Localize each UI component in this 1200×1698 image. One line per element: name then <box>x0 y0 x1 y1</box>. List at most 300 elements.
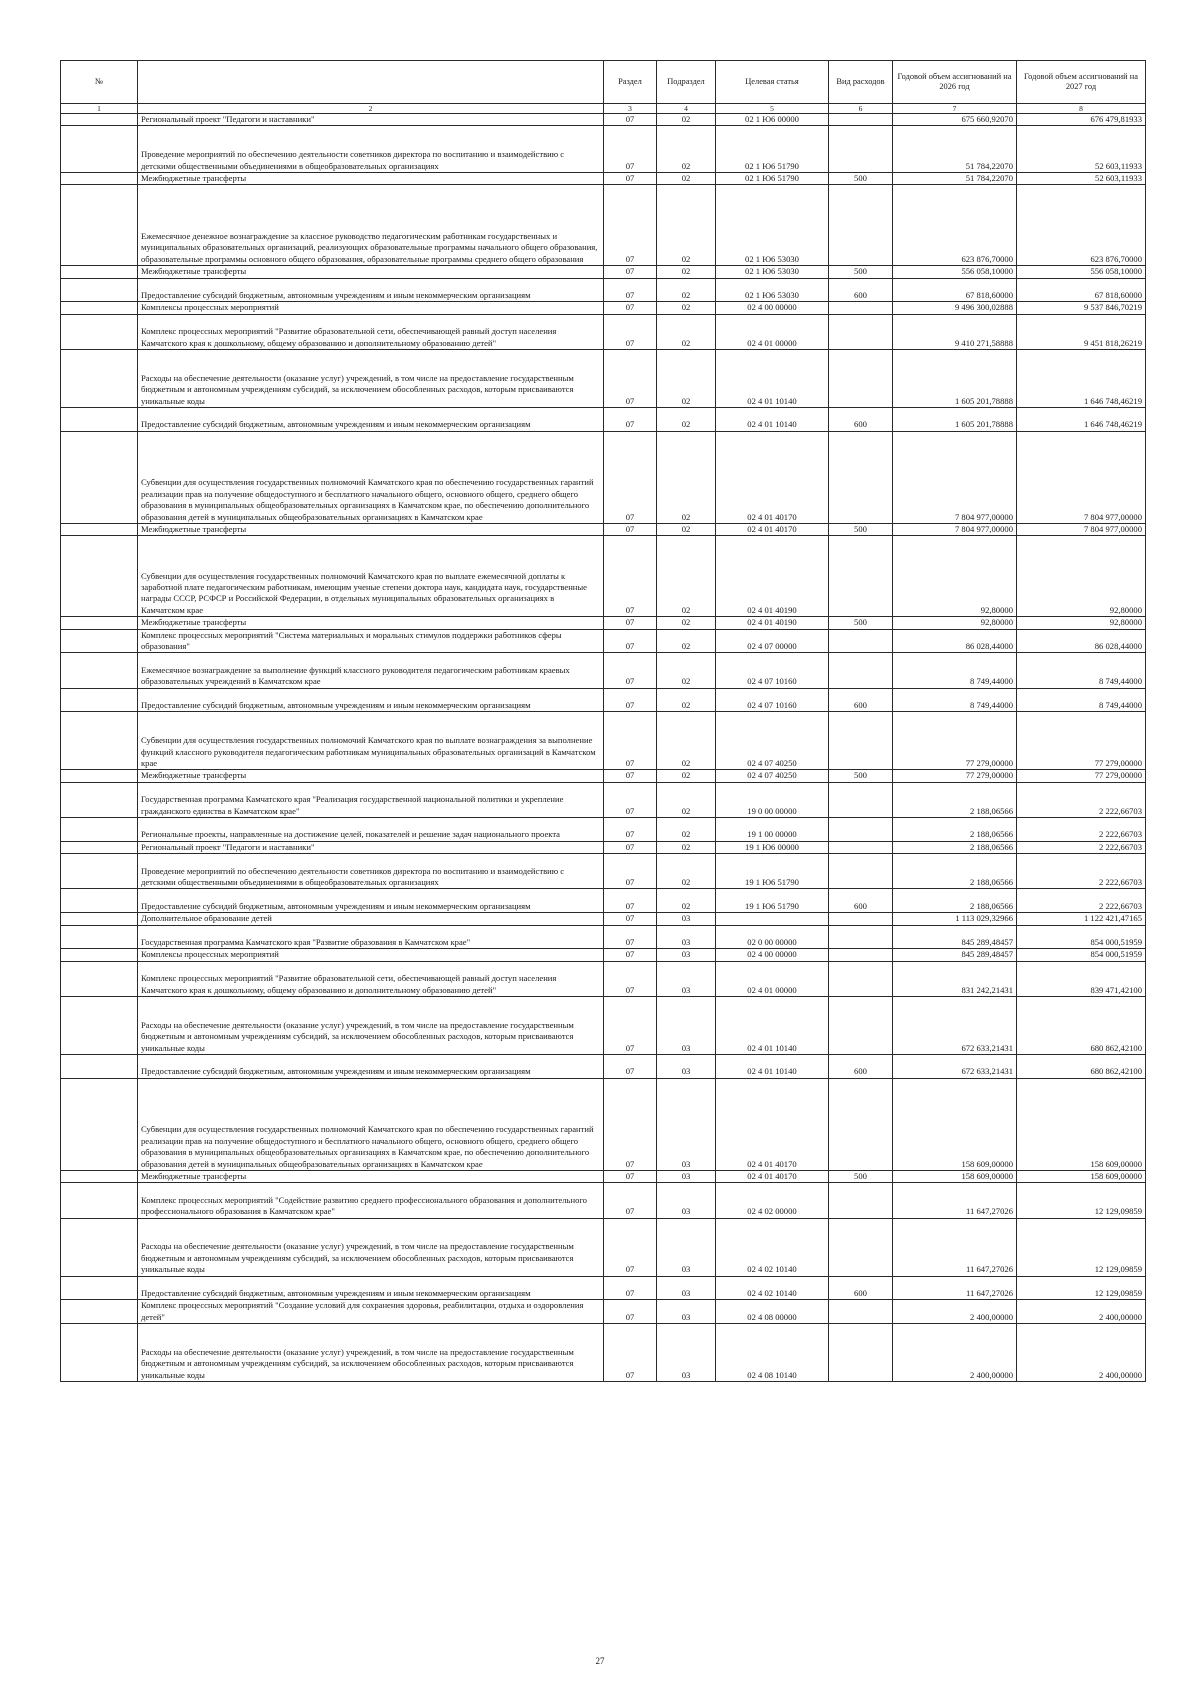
row-section: 07 <box>604 185 657 266</box>
row-amount-2026: 845 289,48457 <box>893 925 1017 949</box>
row-expense-type: 600 <box>829 278 893 302</box>
header-target: Целевая статья <box>716 61 829 104</box>
row-subsection: 02 <box>657 408 716 432</box>
row-number <box>61 854 138 889</box>
row-name: Государственная программа Камчатского края "Реализация государственной национальной политики и укрепление гражданского единства в Камчатском крае" <box>138 782 604 817</box>
row-target <box>716 913 829 925</box>
row-number <box>61 266 138 278</box>
row-section: 07 <box>604 278 657 302</box>
budget-page <box>60 60 1145 1382</box>
table-row <box>61 126 1146 173</box>
row-amount-2027: 86 028,44000 <box>1017 629 1146 653</box>
row-target: 02 4 07 40250 <box>716 712 829 770</box>
row-target: 02 4 01 40170 <box>716 431 829 523</box>
row-name: Комплекс процессных мероприятий "Система материальных и моральных стимулов поддержки работников сферы образования" <box>138 629 604 653</box>
row-expense-type: 500 <box>829 1170 893 1182</box>
row-subsection: 03 <box>657 1078 716 1170</box>
row-number <box>61 278 138 302</box>
row-expense-type <box>829 841 893 853</box>
row-amount-2027: 12 129,09859 <box>1017 1183 1146 1218</box>
row-target: 02 1 Ю6 53030 <box>716 266 829 278</box>
row-section: 07 <box>604 841 657 853</box>
row-amount-2026: 158 609,00000 <box>893 1078 1017 1170</box>
header-2026: Годовой объем ассигнований на 2026 год <box>893 61 1017 104</box>
row-number <box>61 431 138 523</box>
row-amount-2027: 680 862,42100 <box>1017 996 1146 1054</box>
row-section: 07 <box>604 1078 657 1170</box>
row-amount-2026: 86 028,44000 <box>893 629 1017 653</box>
column-index: 7 <box>893 104 1017 114</box>
row-section: 07 <box>604 302 657 314</box>
row-subsection: 02 <box>657 712 716 770</box>
row-amount-2026: 158 609,00000 <box>893 1170 1017 1182</box>
row-expense-type <box>829 302 893 314</box>
row-subsection: 03 <box>657 1170 716 1182</box>
row-expense-type <box>829 629 893 653</box>
row-name: Комплексы процессных мероприятий <box>138 302 604 314</box>
row-amount-2026: 7 804 977,00000 <box>893 431 1017 523</box>
row-target: 19 1 Ю6 51790 <box>716 854 829 889</box>
table-row <box>61 629 1146 653</box>
row-amount-2027: 839 471,42100 <box>1017 961 1146 996</box>
row-amount-2026: 11 647,27026 <box>893 1276 1017 1300</box>
row-amount-2027: 92,80000 <box>1017 536 1146 617</box>
row-section: 07 <box>604 523 657 535</box>
row-amount-2027: 7 804 977,00000 <box>1017 523 1146 535</box>
row-number <box>61 712 138 770</box>
row-section: 07 <box>604 770 657 782</box>
row-section: 07 <box>604 266 657 278</box>
row-number <box>61 782 138 817</box>
table-row <box>61 314 1146 349</box>
table-row <box>61 782 1146 817</box>
row-expense-type <box>829 126 893 173</box>
column-index: 6 <box>829 104 893 114</box>
row-name: Расходы на обеспечение деятельности (оказание услуг) учреждений, в том числе на предоставление государственным бюджетным и автономным учреждениям субсидий, за исключением обособленных расходов, которым присваиваются уникальные коды <box>138 350 604 408</box>
row-subsection: 02 <box>657 126 716 173</box>
row-amount-2027: 77 279,00000 <box>1017 712 1146 770</box>
row-amount-2027: 2 400,00000 <box>1017 1300 1146 1324</box>
row-target: 02 4 01 10140 <box>716 408 829 432</box>
row-amount-2026: 2 188,06566 <box>893 854 1017 889</box>
table-row <box>61 949 1146 961</box>
row-amount-2026: 77 279,00000 <box>893 712 1017 770</box>
row-amount-2027: 92,80000 <box>1017 617 1146 629</box>
row-target: 02 4 07 10160 <box>716 688 829 712</box>
row-section: 07 <box>604 1183 657 1218</box>
row-amount-2026: 2 400,00000 <box>893 1324 1017 1382</box>
header-2027: Годовой объем ассигнований на 2027 год <box>1017 61 1146 104</box>
row-subsection: 02 <box>657 653 716 688</box>
row-target: 02 0 00 00000 <box>716 925 829 949</box>
row-section: 07 <box>604 431 657 523</box>
table-row <box>61 817 1146 841</box>
row-target: 02 4 02 00000 <box>716 1183 829 1218</box>
row-subsection: 02 <box>657 173 716 185</box>
page-number: 27 <box>595 1656 605 1666</box>
table-row <box>61 1170 1146 1182</box>
row-subsection: 02 <box>657 770 716 782</box>
table-body <box>61 114 1146 1382</box>
row-number <box>61 770 138 782</box>
row-name: Субвенции для осуществления государственных полномочий Камчатского края по выплате вознаграждения за выполнение функций классного руководителя педагогическим работникам муниципальных образовательных организаций в Камчатском крае <box>138 712 604 770</box>
row-amount-2026: 623 876,70000 <box>893 185 1017 266</box>
row-amount-2027: 9 451 818,26219 <box>1017 314 1146 349</box>
row-name: Региональные проекты, направленные на достижение целей, показателей и решение задач национального проекта <box>138 817 604 841</box>
row-expense-type: 600 <box>829 688 893 712</box>
row-number <box>61 1078 138 1170</box>
row-number <box>61 408 138 432</box>
column-index: 8 <box>1017 104 1146 114</box>
row-amount-2027: 2 222,66703 <box>1017 854 1146 889</box>
row-expense-type <box>829 961 893 996</box>
row-section: 07 <box>604 1300 657 1324</box>
row-amount-2026: 92,80000 <box>893 617 1017 629</box>
row-subsection: 03 <box>657 961 716 996</box>
row-target: 02 4 01 10140 <box>716 350 829 408</box>
row-subsection: 02 <box>657 114 716 126</box>
table-row <box>61 536 1146 617</box>
row-target: 02 4 01 40170 <box>716 523 829 535</box>
row-amount-2027: 676 479,81933 <box>1017 114 1146 126</box>
row-number <box>61 523 138 535</box>
row-subsection: 03 <box>657 1324 716 1382</box>
row-expense-type <box>829 536 893 617</box>
row-name: Комплекс процессных мероприятий "Развитие образовательной сети, обеспечивающей равный доступ населения Камчатского края к дошкольному, общему образованию и дополнительному образованию детей" <box>138 314 604 349</box>
row-amount-2026: 51 784,22070 <box>893 173 1017 185</box>
row-amount-2027: 1 646 748,46219 <box>1017 408 1146 432</box>
row-expense-type: 500 <box>829 770 893 782</box>
row-number <box>61 688 138 712</box>
row-target: 02 4 08 00000 <box>716 1300 829 1324</box>
row-number <box>61 302 138 314</box>
row-amount-2026: 675 660,92070 <box>893 114 1017 126</box>
table-row <box>61 278 1146 302</box>
row-expense-type <box>829 350 893 408</box>
row-target: 02 1 Ю6 51790 <box>716 126 829 173</box>
table-row <box>61 1183 1146 1218</box>
row-section: 07 <box>604 350 657 408</box>
header-subsection: Подраздел <box>657 61 716 104</box>
row-amount-2027: 2 400,00000 <box>1017 1324 1146 1382</box>
row-amount-2026: 11 647,27026 <box>893 1183 1017 1218</box>
row-number <box>61 536 138 617</box>
row-section: 07 <box>604 536 657 617</box>
row-name: Проведение мероприятий по обеспечению деятельности советников директора по воспитанию и взаимодействию с детскими общественными объединениями в общеобразовательных организациях <box>138 854 604 889</box>
row-subsection: 03 <box>657 949 716 961</box>
table-row <box>61 185 1146 266</box>
row-expense-type <box>829 782 893 817</box>
row-amount-2026: 51 784,22070 <box>893 126 1017 173</box>
row-name: Межбюджетные трансферты <box>138 523 604 535</box>
row-section: 07 <box>604 617 657 629</box>
table-row <box>61 431 1146 523</box>
row-amount-2027: 680 862,42100 <box>1017 1054 1146 1078</box>
row-number <box>61 173 138 185</box>
table-row <box>61 302 1146 314</box>
row-number <box>61 889 138 913</box>
row-subsection: 02 <box>657 817 716 841</box>
row-amount-2026: 2 188,06566 <box>893 817 1017 841</box>
row-amount-2027: 1 646 748,46219 <box>1017 350 1146 408</box>
row-expense-type <box>829 913 893 925</box>
row-subsection: 03 <box>657 1183 716 1218</box>
row-amount-2027: 2 222,66703 <box>1017 889 1146 913</box>
column-index: 1 <box>61 104 138 114</box>
row-number <box>61 1054 138 1078</box>
row-expense-type <box>829 996 893 1054</box>
table-row <box>61 925 1146 949</box>
row-subsection: 02 <box>657 688 716 712</box>
row-subsection: 03 <box>657 925 716 949</box>
row-amount-2026: 1 113 029,32966 <box>893 913 1017 925</box>
row-target: 02 1 Ю6 53030 <box>716 278 829 302</box>
row-expense-type <box>829 1078 893 1170</box>
row-subsection: 03 <box>657 1300 716 1324</box>
row-amount-2027: 9 537 846,70219 <box>1017 302 1146 314</box>
row-amount-2027: 854 000,51959 <box>1017 925 1146 949</box>
table-row <box>61 854 1146 889</box>
row-amount-2026: 67 818,60000 <box>893 278 1017 302</box>
row-amount-2026: 11 647,27026 <box>893 1218 1017 1276</box>
row-target: 19 1 Ю6 51790 <box>716 889 829 913</box>
table-row <box>61 408 1146 432</box>
row-amount-2027: 77 279,00000 <box>1017 770 1146 782</box>
row-target: 02 4 01 00000 <box>716 314 829 349</box>
row-target: 02 4 08 10140 <box>716 1324 829 1382</box>
row-section: 07 <box>604 961 657 996</box>
row-number <box>61 961 138 996</box>
table-row <box>61 913 1146 925</box>
row-expense-type: 500 <box>829 523 893 535</box>
row-section: 07 <box>604 1218 657 1276</box>
row-subsection: 03 <box>657 996 716 1054</box>
row-subsection: 02 <box>657 314 716 349</box>
header-expense-type: Вид расходов <box>829 61 893 104</box>
row-name: Предоставление субсидий бюджетным, автономным учреждениям и иным некоммерческим организациям <box>138 1054 604 1078</box>
row-subsection: 02 <box>657 889 716 913</box>
row-number <box>61 925 138 949</box>
row-section: 07 <box>604 1276 657 1300</box>
column-index: 2 <box>138 104 604 114</box>
header-num: № <box>61 61 138 104</box>
row-section: 07 <box>604 817 657 841</box>
column-index: 3 <box>604 104 657 114</box>
row-target: 19 0 00 00000 <box>716 782 829 817</box>
row-amount-2027: 52 603,11933 <box>1017 173 1146 185</box>
row-target: 02 4 01 40190 <box>716 536 829 617</box>
row-subsection: 02 <box>657 266 716 278</box>
row-amount-2026: 556 058,10000 <box>893 266 1017 278</box>
row-expense-type: 600 <box>829 408 893 432</box>
row-name: Расходы на обеспечение деятельности (оказание услуг) учреждений, в том числе на предоставление государственным бюджетным и автономным учреждениям субсидий, за исключением обособленных расходов, которым присваиваются уникальные коды <box>138 1218 604 1276</box>
row-subsection: 03 <box>657 1218 716 1276</box>
row-section: 07 <box>604 688 657 712</box>
row-expense-type <box>829 1183 893 1218</box>
column-index: 5 <box>716 104 829 114</box>
row-name: Дополнительное образование детей <box>138 913 604 925</box>
row-name: Проведение мероприятий по обеспечению деятельности советников директора по воспитанию и взаимодействию с детскими общественными объединениями в общеобразовательных организациях <box>138 126 604 173</box>
row-target: 02 1 Ю6 51790 <box>716 173 829 185</box>
row-name: Субвенции для осуществления государственных полномочий Камчатского края по обеспечению государственных гарантий реализации прав на получение общедоступного и бесплатного начального общего, основного общего, среднего общего образования в муниципальных общеобразовательных организациях в Камчатском крае, по обеспечению дополнительного образования детей в муниципальных общеобразовательных организациях в Камчатском крае <box>138 1078 604 1170</box>
row-section: 07 <box>604 996 657 1054</box>
row-number <box>61 114 138 126</box>
row-expense-type <box>829 817 893 841</box>
row-name: Межбюджетные трансферты <box>138 617 604 629</box>
row-name: Ежемесячное денежное вознаграждение за классное руководство педагогическим работникам государственных и муниципальных образовательных организаций, реализующих образовательные программы начального общего образования, образовательные программы основного общего образования, образовательные программы среднего общего образования <box>138 185 604 266</box>
table-row <box>61 173 1146 185</box>
row-expense-type: 500 <box>829 173 893 185</box>
row-section: 07 <box>604 1054 657 1078</box>
row-section: 07 <box>604 408 657 432</box>
row-amount-2027: 2 222,66703 <box>1017 817 1146 841</box>
table-row <box>61 712 1146 770</box>
row-expense-type: 500 <box>829 266 893 278</box>
row-expense-type <box>829 1300 893 1324</box>
table-row <box>61 1054 1146 1078</box>
row-subsection: 03 <box>657 1054 716 1078</box>
row-expense-type <box>829 314 893 349</box>
row-expense-type <box>829 185 893 266</box>
row-expense-type: 600 <box>829 1054 893 1078</box>
row-name: Региональный проект "Педагоги и наставники" <box>138 841 604 853</box>
row-amount-2026: 672 633,21431 <box>893 1054 1017 1078</box>
row-expense-type <box>829 949 893 961</box>
row-number <box>61 1170 138 1182</box>
row-amount-2027: 12 129,09859 <box>1017 1218 1146 1276</box>
row-amount-2027: 854 000,51959 <box>1017 949 1146 961</box>
row-number <box>61 350 138 408</box>
row-subsection: 02 <box>657 617 716 629</box>
table-row <box>61 617 1146 629</box>
row-amount-2026: 1 605 201,78888 <box>893 350 1017 408</box>
table-row <box>61 961 1146 996</box>
row-amount-2026: 8 749,44000 <box>893 688 1017 712</box>
row-name: Предоставление субсидий бюджетным, автономным учреждениям и иным некоммерческим организациям <box>138 408 604 432</box>
row-target: 02 4 07 00000 <box>716 629 829 653</box>
row-section: 07 <box>604 949 657 961</box>
row-expense-type <box>829 1218 893 1276</box>
row-target: 02 1 Ю6 53030 <box>716 185 829 266</box>
row-name: Комплекс процессных мероприятий "Развитие образовательной сети, обеспечивающей равный доступ населения Камчатского края к дошкольному, общему образованию и дополнительному образованию детей" <box>138 961 604 996</box>
row-subsection: 02 <box>657 278 716 302</box>
row-amount-2026: 2 188,06566 <box>893 841 1017 853</box>
row-amount-2027: 1 122 421,47165 <box>1017 913 1146 925</box>
row-number <box>61 996 138 1054</box>
row-subsection: 02 <box>657 523 716 535</box>
row-target: 02 4 02 10140 <box>716 1218 829 1276</box>
row-amount-2026: 672 633,21431 <box>893 996 1017 1054</box>
row-amount-2027: 158 609,00000 <box>1017 1170 1146 1182</box>
row-section: 07 <box>604 854 657 889</box>
row-subsection: 02 <box>657 536 716 617</box>
row-amount-2027: 623 876,70000 <box>1017 185 1146 266</box>
row-subsection: 03 <box>657 913 716 925</box>
row-amount-2026: 845 289,48457 <box>893 949 1017 961</box>
row-amount-2026: 8 749,44000 <box>893 653 1017 688</box>
table-row <box>61 1276 1146 1300</box>
row-number <box>61 314 138 349</box>
row-amount-2026: 2 188,06566 <box>893 782 1017 817</box>
row-number <box>61 1300 138 1324</box>
row-amount-2027: 8 749,44000 <box>1017 688 1146 712</box>
row-amount-2027: 158 609,00000 <box>1017 1078 1146 1170</box>
row-target: 02 4 01 40190 <box>716 617 829 629</box>
row-subsection: 02 <box>657 350 716 408</box>
row-number <box>61 617 138 629</box>
row-name: Расходы на обеспечение деятельности (оказание услуг) учреждений, в том числе на предоставление государственным бюджетным и автономным учреждениям субсидий, за исключением обособленных расходов, которым присваиваются уникальные коды <box>138 1324 604 1382</box>
row-subsection: 02 <box>657 431 716 523</box>
row-target: 02 4 01 10140 <box>716 1054 829 1078</box>
row-name: Региональный проект "Педагоги и наставники" <box>138 114 604 126</box>
row-target: 02 4 00 00000 <box>716 302 829 314</box>
row-name: Межбюджетные трансферты <box>138 173 604 185</box>
row-number <box>61 949 138 961</box>
row-amount-2026: 2 400,00000 <box>893 1300 1017 1324</box>
table-row <box>61 996 1146 1054</box>
row-amount-2027: 556 058,10000 <box>1017 266 1146 278</box>
row-subsection: 02 <box>657 841 716 853</box>
row-number <box>61 126 138 173</box>
row-name: Комплекс процессных мероприятий "Создание условий для сохранения здоровья, реабилитации, отдыха и оздоровления детей" <box>138 1300 604 1324</box>
row-subsection: 02 <box>657 302 716 314</box>
table-row <box>61 1324 1146 1382</box>
row-section: 07 <box>604 314 657 349</box>
row-amount-2027: 2 222,66703 <box>1017 782 1146 817</box>
row-expense-type <box>829 653 893 688</box>
row-section: 07 <box>604 782 657 817</box>
row-target: 02 4 01 40170 <box>716 1078 829 1170</box>
row-number <box>61 653 138 688</box>
row-section: 07 <box>604 629 657 653</box>
row-number <box>61 1276 138 1300</box>
row-amount-2026: 7 804 977,00000 <box>893 523 1017 535</box>
header-name <box>138 61 604 104</box>
table-row <box>61 688 1146 712</box>
table-row <box>61 1300 1146 1324</box>
table-row <box>61 653 1146 688</box>
row-amount-2027: 67 818,60000 <box>1017 278 1146 302</box>
row-section: 07 <box>604 173 657 185</box>
row-section: 07 <box>604 114 657 126</box>
row-subsection: 02 <box>657 629 716 653</box>
table-row <box>61 841 1146 853</box>
row-number <box>61 185 138 266</box>
row-name: Предоставление субсидий бюджетным, автономным учреждениям и иным некоммерческим организациям <box>138 688 604 712</box>
row-target: 19 1 00 00000 <box>716 817 829 841</box>
row-amount-2026: 9 410 271,58888 <box>893 314 1017 349</box>
row-name: Предоставление субсидий бюджетным, автономным учреждениям и иным некоммерческим организациям <box>138 1276 604 1300</box>
row-amount-2027: 52 603,11933 <box>1017 126 1146 173</box>
row-amount-2027: 12 129,09859 <box>1017 1276 1146 1300</box>
table-row <box>61 770 1146 782</box>
row-amount-2027: 2 222,66703 <box>1017 841 1146 853</box>
row-target: 02 4 07 10160 <box>716 653 829 688</box>
row-expense-type <box>829 854 893 889</box>
table-header-row <box>61 61 1146 104</box>
row-amount-2027: 8 749,44000 <box>1017 653 1146 688</box>
row-expense-type <box>829 925 893 949</box>
table-row <box>61 266 1146 278</box>
row-expense-type <box>829 712 893 770</box>
row-name: Субвенции для осуществления государственных полномочий Камчатского края по выплате ежемесячной доплаты к заработной плате педагогическим работникам, имеющим ученые степени доктора наук, кандидата наук, государственные награды СССР, РСФСР и Российской Федерации, в отдельных муниципальных образовательных организациях в Камчатском крае <box>138 536 604 617</box>
header-section: Раздел <box>604 61 657 104</box>
row-amount-2026: 831 242,21431 <box>893 961 1017 996</box>
row-name: Расходы на обеспечение деятельности (оказание услуг) учреждений, в том числе на предоставление государственным бюджетным и автономным учреждениям субсидий, за исключением обособленных расходов, которым присваиваются уникальные коды <box>138 996 604 1054</box>
row-target: 02 4 01 40170 <box>716 1170 829 1182</box>
row-name: Межбюджетные трансферты <box>138 1170 604 1182</box>
row-section: 07 <box>604 1324 657 1382</box>
